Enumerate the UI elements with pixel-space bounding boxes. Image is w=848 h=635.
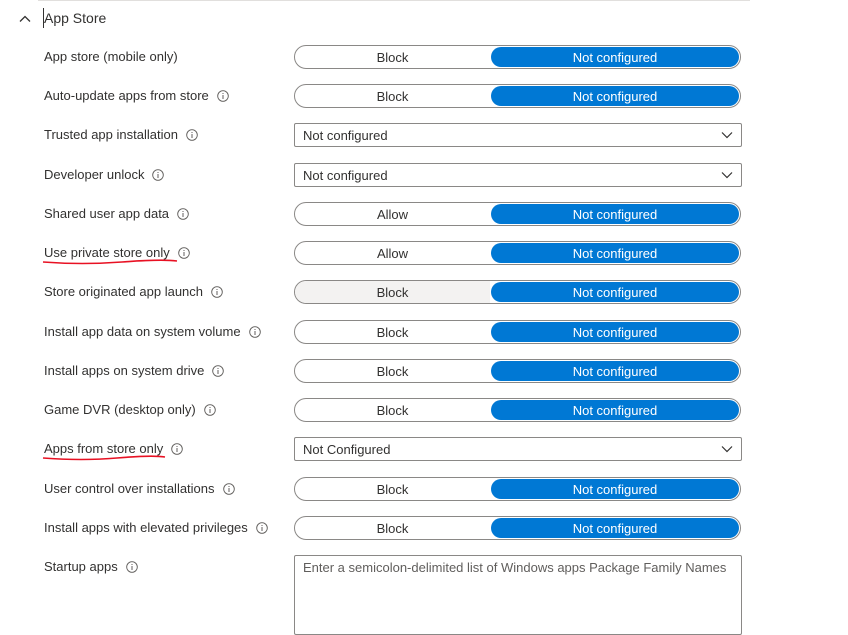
setting-label: Game DVR (desktop only) xyxy=(44,402,196,417)
setting-row-trusted-app-installation xyxy=(0,123,848,147)
toggle-option-block[interactable]: Block xyxy=(376,481,409,497)
section-title: App Store xyxy=(44,10,107,26)
toggle-option-not-configured[interactable]: Not configured xyxy=(491,361,739,381)
info-icon[interactable] xyxy=(249,326,261,338)
setting-row-user-control-installations xyxy=(0,477,848,501)
chevron-up-icon xyxy=(18,12,32,26)
toggle-option-not-configured[interactable]: Not configured xyxy=(491,204,739,224)
block-toggle[interactable] xyxy=(294,84,741,108)
setting-label: Install app data on system volume xyxy=(44,324,241,339)
setting-label xyxy=(44,441,163,456)
toggle-option-block[interactable]: Block xyxy=(376,324,409,340)
toggle-option-not-configured[interactable]: Not configured xyxy=(491,282,739,302)
toggle-option-not-configured[interactable]: Not configured xyxy=(491,243,739,263)
block-toggle[interactable] xyxy=(294,45,741,69)
toggle-option-block[interactable]: Block xyxy=(376,88,409,104)
setting-label: Shared user app data xyxy=(44,206,170,221)
setting-label: Auto-update apps from store xyxy=(44,88,209,103)
setting-row-app-store xyxy=(0,45,848,69)
setting-label xyxy=(44,245,170,260)
red-underline-annotation xyxy=(42,454,166,462)
info-icon[interactable] xyxy=(177,208,189,220)
toggle-option-not-configured[interactable]: Not configured xyxy=(491,400,739,420)
toggle-option-allow[interactable]: Allow xyxy=(376,206,409,222)
block-toggle[interactable] xyxy=(294,280,741,304)
toggle-option-not-configured[interactable]: Not configured xyxy=(491,86,739,106)
setting-label-text: Use private store only xyxy=(44,245,170,260)
setting-row-startup-apps xyxy=(0,555,848,624)
block-toggle[interactable] xyxy=(294,516,741,540)
setting-row-shared-user-app-data xyxy=(0,202,848,226)
allow-toggle[interactable] xyxy=(294,241,741,265)
setting-label: App store (mobile only) xyxy=(44,49,178,64)
block-toggle[interactable] xyxy=(294,320,741,344)
info-icon[interactable] xyxy=(204,404,216,416)
chevron-down-icon xyxy=(721,169,733,181)
setting-row-use-private-store-only xyxy=(0,241,848,265)
setting-row-install-apps-elevated-privileges xyxy=(0,516,848,540)
dropdown-value: Not Configured xyxy=(303,441,391,457)
info-icon[interactable] xyxy=(223,483,235,495)
setting-label: Store originated app launch xyxy=(44,284,204,299)
setting-label: Developer unlock xyxy=(44,167,145,182)
startup-apps-textarea[interactable] xyxy=(294,555,742,635)
dropdown-value: Not configured xyxy=(303,167,388,183)
toggle-option-block[interactable]: Block xyxy=(376,520,409,536)
block-toggle[interactable] xyxy=(294,359,741,383)
toggle-option-not-configured[interactable]: Not configured xyxy=(491,47,739,67)
setting-label-text: Apps from store only xyxy=(44,441,164,456)
info-icon[interactable] xyxy=(152,169,164,181)
allow-toggle[interactable] xyxy=(294,202,741,226)
setting-row-auto-update xyxy=(0,84,848,108)
chevron-down-icon xyxy=(721,443,733,455)
developer-unlock-dropdown[interactable] xyxy=(294,163,742,187)
setting-row-developer-unlock xyxy=(0,163,848,187)
toggle-option-block[interactable]: Block xyxy=(376,49,409,65)
toggle-option-block[interactable]: Block xyxy=(295,281,490,303)
info-icon[interactable] xyxy=(126,561,138,573)
setting-label: Startup apps xyxy=(44,559,118,574)
dropdown-value: Not configured xyxy=(303,127,388,143)
toggle-option-block[interactable]: Block xyxy=(376,363,409,379)
setting-label: Install apps on system drive xyxy=(44,363,205,378)
toggle-option-not-configured[interactable]: Not configured xyxy=(491,479,739,499)
chevron-down-icon xyxy=(721,129,733,141)
info-icon[interactable] xyxy=(217,90,229,102)
block-toggle[interactable] xyxy=(294,477,741,501)
setting-row-install-apps-system-drive xyxy=(0,359,848,383)
setting-label: Install apps with elevated privileges xyxy=(44,520,248,535)
block-toggle[interactable] xyxy=(294,398,741,422)
setting-row-store-originated-app-launch xyxy=(0,280,848,304)
setting-row-game-dvr xyxy=(0,398,848,422)
setting-label: Trusted app installation xyxy=(44,127,178,142)
info-icon[interactable] xyxy=(171,443,183,455)
info-icon[interactable] xyxy=(211,286,223,298)
section-collapse-toggle[interactable] xyxy=(18,9,32,29)
apps-from-store-only-dropdown[interactable] xyxy=(294,437,742,461)
info-icon[interactable] xyxy=(256,522,268,534)
red-underline-annotation xyxy=(42,258,178,266)
setting-row-apps-from-store-only xyxy=(0,437,848,461)
toggle-option-not-configured[interactable]: Not configured xyxy=(491,322,739,342)
setting-row-install-app-data-system-volume xyxy=(0,320,848,344)
info-icon[interactable] xyxy=(186,129,198,141)
info-icon[interactable] xyxy=(178,247,190,259)
setting-label: User control over installations xyxy=(44,481,215,496)
toggle-option-not-configured[interactable]: Not configured xyxy=(491,518,739,538)
toggle-option-block[interactable]: Block xyxy=(376,402,409,418)
top-divider xyxy=(38,0,750,1)
toggle-option-allow[interactable]: Allow xyxy=(376,245,409,261)
trusted-app-installation-dropdown[interactable] xyxy=(294,123,742,147)
info-icon[interactable] xyxy=(212,365,224,377)
